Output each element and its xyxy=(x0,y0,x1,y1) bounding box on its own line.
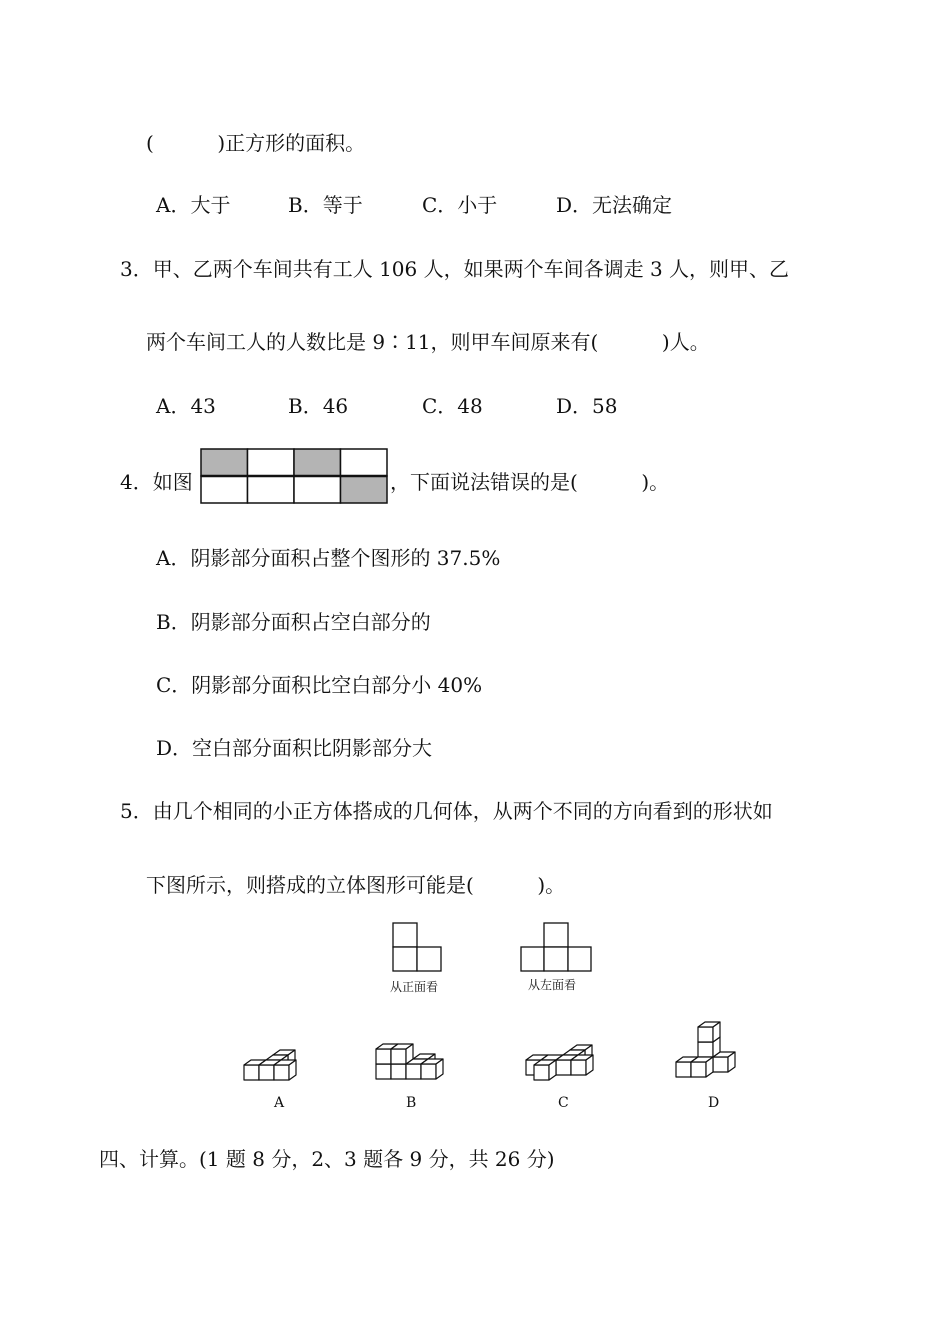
q4-prefix: 4．如图 xyxy=(120,470,193,494)
q2-line-2: ( )正方形的面积。 xyxy=(146,131,366,155)
q2-option-d: D．无法确定 xyxy=(556,193,673,217)
grid-cell-shaded xyxy=(294,449,341,476)
q4-shaded-grid-figure xyxy=(200,448,388,504)
q3-option-d: D．58 xyxy=(556,394,618,418)
q5-choice-d-label: D xyxy=(708,1095,720,1111)
q5-choice-c-figure xyxy=(522,1022,612,1080)
cube-face xyxy=(691,1062,706,1077)
q4-suffix: ，下面说法错误的是( )。 xyxy=(390,470,670,494)
grid-cell-shaded xyxy=(341,476,388,503)
q5-choice-a-label: A xyxy=(274,1095,285,1111)
cube-face xyxy=(391,1064,406,1079)
cube-face xyxy=(534,1065,549,1080)
grid-cell xyxy=(201,476,248,503)
section-4-title: 四、计算。(1 题 8 分，2、3 题各 9 分，共 26 分) xyxy=(99,1147,555,1171)
grid-cell xyxy=(294,476,341,503)
q5-line-1: 5．由几个相同的小正方体搭成的几何体，从两个不同的方向看到的形状如 xyxy=(120,799,773,823)
q5-left-view xyxy=(520,922,594,972)
cube-face xyxy=(376,1064,391,1079)
grid-cell xyxy=(248,449,295,476)
cube-face xyxy=(676,1062,691,1077)
q5-choice-b-label: B xyxy=(406,1095,417,1111)
cube-face xyxy=(406,1064,421,1079)
q3-option-a: A．43 xyxy=(156,394,216,418)
cube-face xyxy=(376,1049,391,1064)
cube-face xyxy=(556,1060,571,1075)
q5-choice-d-figure xyxy=(672,1010,746,1082)
q4-option-a: A．阴影部分面积占整个图形的 37.5% xyxy=(156,546,501,570)
cube-face xyxy=(421,1064,436,1079)
q5-choice-a-figure xyxy=(240,1025,312,1085)
q3-line-2: 两个车间工人的人数比是 9∶11，则甲车间原来有( )人。 xyxy=(146,330,710,354)
q4-option-d: D．空白部分面积比阴影部分大 xyxy=(156,736,433,760)
q5-front-view-caption: 从正面看 xyxy=(390,980,439,994)
q3-option-b: B．46 xyxy=(288,394,349,418)
q4-option-c: C．阴影部分面积比空白部分小 40% xyxy=(156,673,483,697)
q2-option-a: A．大于 xyxy=(156,193,231,217)
grid-cell xyxy=(341,449,388,476)
q3-option-c: C．48 xyxy=(422,394,483,418)
q5-left-view-caption: 从左面看 xyxy=(528,978,577,992)
q5-line-2: 下图所示，则搭成的立体图形可能是( )。 xyxy=(146,873,566,897)
cube-face xyxy=(571,1060,586,1075)
q5-front-view xyxy=(392,922,444,972)
q5-choice-b-figure xyxy=(372,1012,462,1084)
cube-face xyxy=(259,1065,274,1080)
q3-line-1: 3．甲、乙两个车间共有工人 106 人，如果两个车间各调走 3 人，则甲、乙 xyxy=(120,257,790,281)
cube-face xyxy=(391,1049,406,1064)
cube-face xyxy=(698,1027,713,1042)
q5-choice-c-label: C xyxy=(558,1095,569,1111)
cube-face xyxy=(698,1042,713,1057)
q2-option-b: B．等于 xyxy=(288,193,363,217)
q2-option-c: C．小于 xyxy=(422,193,498,217)
grid-cell xyxy=(248,476,295,503)
grid-cell-shaded xyxy=(201,449,248,476)
cube-face xyxy=(244,1065,259,1080)
cube-face xyxy=(713,1057,728,1072)
cube-face xyxy=(274,1065,289,1080)
q4-option-b: B．阴影部分面积占空白部分的 xyxy=(156,610,431,634)
